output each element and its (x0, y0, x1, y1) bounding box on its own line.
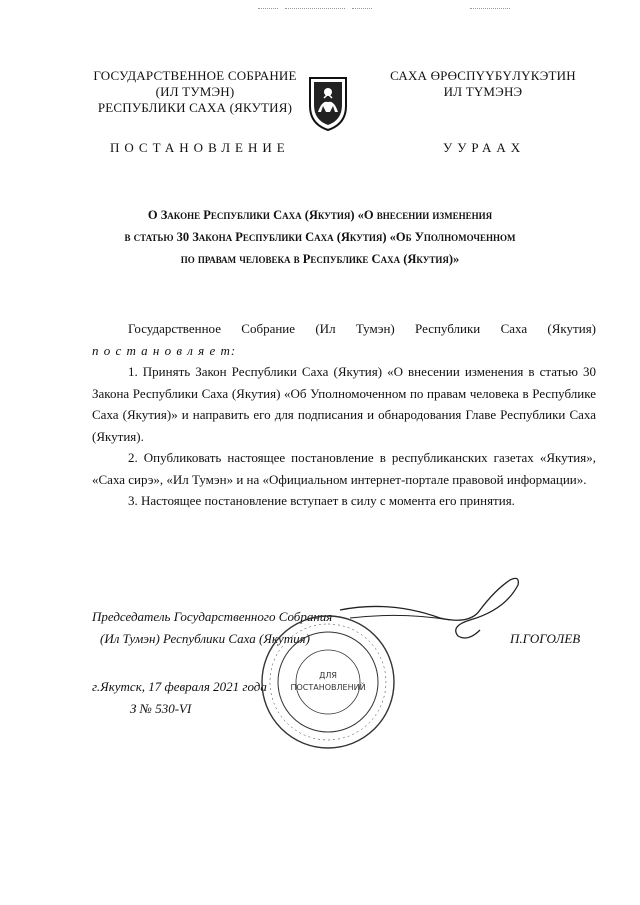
official-stamp (258, 612, 398, 752)
title-line: в статью 30 Закона Республики Саха (Якутия) «Об Уполномоченном (124, 230, 516, 244)
scan-mark (285, 8, 345, 10)
resolves-text: п о с т а н о в л я е т: (92, 342, 237, 358)
header-left-line: (ИЛ ТУМЭН) (155, 84, 235, 99)
header-right-line: САХА ӨРӨСПҮҮБҮЛҮКЭТИН (390, 68, 576, 83)
item-1: 1. Принять Закон Республики Саха (Якутия) «О внесении изменения в статью 30 Закона Республики Саха (Якутия) «Об Уполномоченном по правам человека в Республике Саха (Якутия)» и направить его для подписания и обнародования Главе Республики Саха (Якутия). (92, 364, 596, 444)
document-number: З № 530-VI (130, 701, 192, 716)
title-line: О Законе Республики Саха (Якутия) «О внесении изменения (147, 208, 493, 222)
title-line: по правам человека в Республике Саха (Якутия)» (180, 252, 460, 266)
svg-text:ДЛЯ: ДЛЯ (319, 671, 337, 680)
coat-of-arms-emblem (302, 72, 354, 132)
signatory-position-line2: (Ил Тумэн) Республики Саха (Якутия) (100, 631, 310, 646)
header-left-line: ГОСУДАРСТВЕННОЕ СОБРАНИЕ (93, 68, 297, 83)
place-date: г.Якутск, 17 февраля 2021 года (92, 679, 267, 694)
intro-text: Государственное Собрание (Ил Тумэн) Республики Саха (Якутия) (128, 321, 596, 336)
document-body (92, 318, 596, 512)
document-title (0, 204, 640, 270)
item-2: 2. Опубликовать настоящее постановление в республиканских газетах «Якутия», «Саха сирэ», «Ил Тумэн» и на «Официальном интернет-портале правовой информации». (92, 450, 596, 487)
doc-type-sakha: УУРААХ (443, 140, 526, 155)
item-3: 3. Настоящее постановление вступает в силу с момента его принятия. (128, 493, 515, 508)
signatory-name: П.ГОГОЛЕВ (510, 631, 581, 646)
scan-mark (258, 8, 278, 10)
doc-type-ru: ПОСТАНОВЛЕНИЕ (110, 140, 290, 155)
svg-text:ПОСТАНОВЛЕНИЙ: ПОСТАНОВЛЕНИЙ (290, 683, 366, 692)
header-right (378, 68, 588, 100)
header-left (80, 68, 310, 116)
scan-mark (470, 8, 510, 10)
scan-mark (352, 8, 372, 10)
signatory-position-line1: Председатель Государственного Собрания (92, 609, 333, 624)
header-left-line: РЕСПУБЛИКИ САХА (ЯКУТИЯ) (97, 100, 293, 115)
header-right-line: ИЛ ТҮМЭНЭ (443, 84, 523, 99)
